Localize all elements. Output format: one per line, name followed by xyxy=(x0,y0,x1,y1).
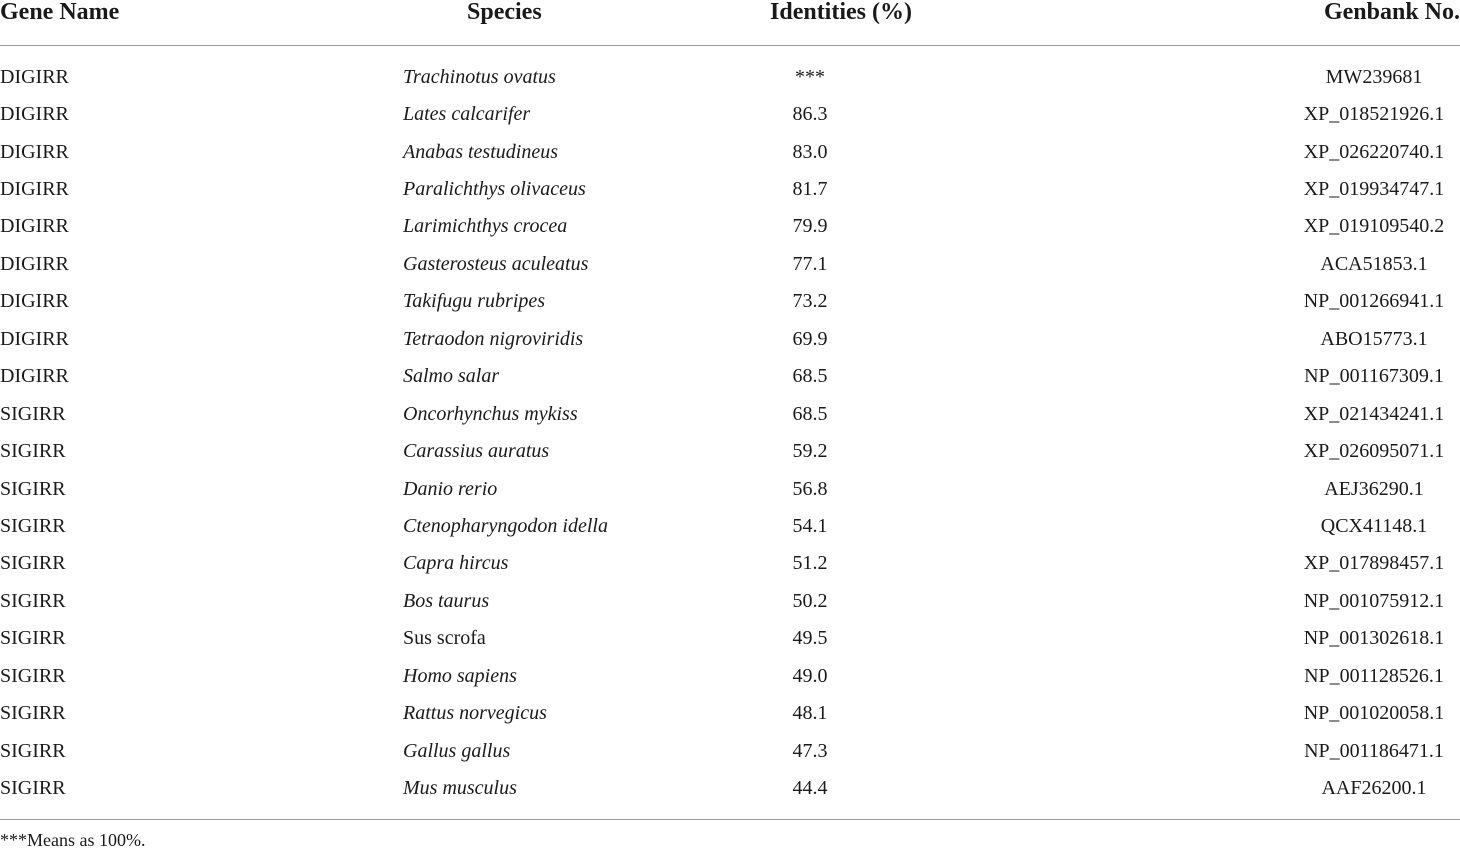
table-row xyxy=(0,507,1460,544)
cell-gene-name: DIGIRR xyxy=(0,215,69,238)
cell-gene-name: SIGIRR xyxy=(0,477,66,500)
cell-species: Oncorhynchus mykiss xyxy=(403,402,578,425)
cell-genbank-no xyxy=(850,245,1460,282)
table-row xyxy=(0,657,1460,694)
cell-gene-name: DIGIRR xyxy=(0,290,69,313)
cell-gene-name: DIGIRR xyxy=(0,327,69,350)
cell-species: Salmo salar xyxy=(403,365,500,388)
cell-identity: 50.2 xyxy=(792,589,828,612)
cell-gene-name: DIGIRR xyxy=(0,103,69,126)
cell-identity: 44.4 xyxy=(792,777,828,800)
genbank-accession: XP_019109540.2 xyxy=(1303,215,1445,238)
genbank-accession: ABO15773.1 xyxy=(1320,327,1428,350)
cell-genbank-no xyxy=(850,732,1460,769)
genbank-accession: NP_001167309.1 xyxy=(1304,365,1444,388)
cell-species: Gallus gallus xyxy=(403,739,511,762)
cell-identity: 48.1 xyxy=(792,702,828,725)
cell-genbank-no xyxy=(850,769,1460,819)
cell-gene-name: SIGIRR xyxy=(0,777,66,800)
cell-species: Danio rerio xyxy=(403,477,498,500)
cell-species: Sus scrofa xyxy=(403,627,486,650)
cell-genbank-no xyxy=(850,694,1460,731)
cell-identity: 79.9 xyxy=(792,215,828,238)
table-row xyxy=(0,470,1460,507)
cell-gene-name: DIGIRR xyxy=(0,365,69,388)
cell-genbank-no xyxy=(850,582,1460,619)
genbank-accession: XP_017898457.1 xyxy=(1303,552,1445,575)
cell-gene-name: SIGIRR xyxy=(0,440,66,463)
cell-gene-name: SIGIRR xyxy=(0,702,66,725)
genbank-accession: MW239681 xyxy=(1325,65,1423,88)
table-row xyxy=(0,283,1460,320)
cell-genbank-no xyxy=(850,620,1460,657)
header-species: Species xyxy=(330,0,700,46)
cell-species: Homo sapiens xyxy=(403,664,517,687)
table-row xyxy=(0,582,1460,619)
table-row xyxy=(0,358,1460,395)
cell-identity: 54.1 xyxy=(792,514,828,537)
cell-species: Capra hircus xyxy=(403,552,509,575)
genbank-accession: AAF26200.1 xyxy=(1321,777,1427,800)
cell-species: Tetraodon nigroviridis xyxy=(403,327,584,350)
cell-gene-name: SIGIRR xyxy=(0,589,66,612)
cell-identity: *** xyxy=(795,65,825,88)
cell-species: Lates calcarifer xyxy=(403,103,531,126)
genbank-accession: NP_001186471.1 xyxy=(1304,739,1444,762)
cell-genbank-no xyxy=(850,358,1460,395)
genbank-accession: AEJ36290.1 xyxy=(1324,477,1424,500)
cell-gene-name: SIGIRR xyxy=(0,402,66,425)
table-row xyxy=(0,432,1460,469)
cell-genbank-no xyxy=(850,657,1460,694)
table-body xyxy=(0,46,1460,820)
genbank-accession: NP_001075912.1 xyxy=(1303,589,1445,612)
cell-identity: 69.9 xyxy=(792,327,828,350)
cell-gene-name: SIGIRR xyxy=(0,552,66,575)
table-row xyxy=(0,170,1460,207)
genbank-accession: NP_001266941.1 xyxy=(1303,290,1445,313)
cell-species: Paralichthys olivaceus xyxy=(403,178,586,201)
cell-identity: 68.5 xyxy=(792,365,828,388)
table-row xyxy=(0,133,1460,170)
genbank-accession: NP_001128526.1 xyxy=(1304,664,1444,687)
genbank-accession: NP_001302618.1 xyxy=(1303,627,1445,650)
header-row xyxy=(0,0,1460,46)
cell-identity: 81.7 xyxy=(792,178,828,201)
cell-genbank-no xyxy=(850,208,1460,245)
cell-identity: 51.2 xyxy=(792,552,828,575)
table-row xyxy=(0,320,1460,357)
cell-gene-name: SIGIRR xyxy=(0,514,66,537)
cell-genbank-no xyxy=(850,320,1460,357)
table-row xyxy=(0,245,1460,282)
genbank-accession: XP_021434241.1 xyxy=(1303,402,1445,425)
cell-genbank-no xyxy=(850,395,1460,432)
cell-identity: 86.3 xyxy=(792,103,828,126)
cell-identity: 59.2 xyxy=(792,440,828,463)
cell-gene-name: DIGIRR xyxy=(0,65,69,88)
header-gene-name: Gene Name xyxy=(0,0,330,46)
genbank-accession: XP_019934747.1 xyxy=(1303,178,1445,201)
genbank-accession: NP_001020058.1 xyxy=(1303,702,1445,725)
table-row xyxy=(0,46,1460,96)
cell-species: Trachinotus ovatus xyxy=(403,65,556,88)
genbank-accession: XP_026220740.1 xyxy=(1303,140,1445,163)
cell-gene-name: DIGIRR xyxy=(0,252,69,275)
cell-identity: 47.3 xyxy=(792,739,828,762)
cell-species: Carassius auratus xyxy=(403,440,550,463)
cell-genbank-no xyxy=(850,545,1460,582)
cell-species: Mus musculus xyxy=(403,777,517,800)
cell-identity: 73.2 xyxy=(792,290,828,313)
cell-gene-name: SIGIRR xyxy=(0,664,66,687)
cell-identity: 56.8 xyxy=(792,477,828,500)
cell-species: Anabas testudineus xyxy=(403,140,558,163)
cell-identity: 49.5 xyxy=(792,627,828,650)
table-row xyxy=(0,769,1460,819)
cell-identity: 49.0 xyxy=(792,664,828,687)
table-row xyxy=(0,208,1460,245)
cell-genbank-no xyxy=(850,507,1460,544)
genbank-accession: XP_018521926.1 xyxy=(1303,103,1445,126)
table-row xyxy=(0,545,1460,582)
cell-identity: 83.0 xyxy=(792,140,828,163)
cell-genbank-no xyxy=(850,470,1460,507)
cell-species: Rattus norvegicus xyxy=(403,702,547,725)
cell-genbank-no xyxy=(850,46,1460,96)
table-row xyxy=(0,395,1460,432)
table-row xyxy=(0,694,1460,731)
cell-species: Takifugu rubripes xyxy=(403,290,546,313)
cell-genbank-no xyxy=(850,283,1460,320)
header-identities: Identities (%) xyxy=(700,0,850,46)
cell-species: Gasterosteus aculeatus xyxy=(403,252,589,275)
cell-gene-name: DIGIRR xyxy=(0,178,69,201)
cell-species: Bos taurus xyxy=(403,589,490,612)
footnote: ***Means as 100%. xyxy=(0,819,1460,850)
genbank-accession: QCX41148.1 xyxy=(1320,514,1428,537)
cell-genbank-no xyxy=(850,95,1460,132)
genbank-accession: ACA51853.1 xyxy=(1320,252,1428,275)
cell-gene-name: SIGIRR xyxy=(0,627,66,650)
cell-genbank-no xyxy=(850,170,1460,207)
cell-gene-name: DIGIRR xyxy=(0,140,69,163)
cell-genbank-no xyxy=(850,432,1460,469)
header-genbank-no: Genbank No. xyxy=(850,0,1460,46)
table-row xyxy=(0,95,1460,132)
cell-identity: 68.5 xyxy=(792,402,828,425)
table-row xyxy=(0,620,1460,657)
footnote-row xyxy=(0,819,1460,850)
cell-species: Larimichthys crocea xyxy=(403,215,568,238)
table-row xyxy=(0,732,1460,769)
genbank-accession: XP_026095071.1 xyxy=(1303,440,1445,463)
cell-gene-name: SIGIRR xyxy=(0,739,66,762)
cell-species: Ctenopharyngodon idella xyxy=(403,514,608,537)
cell-genbank-no xyxy=(850,133,1460,170)
cell-identity: 77.1 xyxy=(792,252,828,275)
